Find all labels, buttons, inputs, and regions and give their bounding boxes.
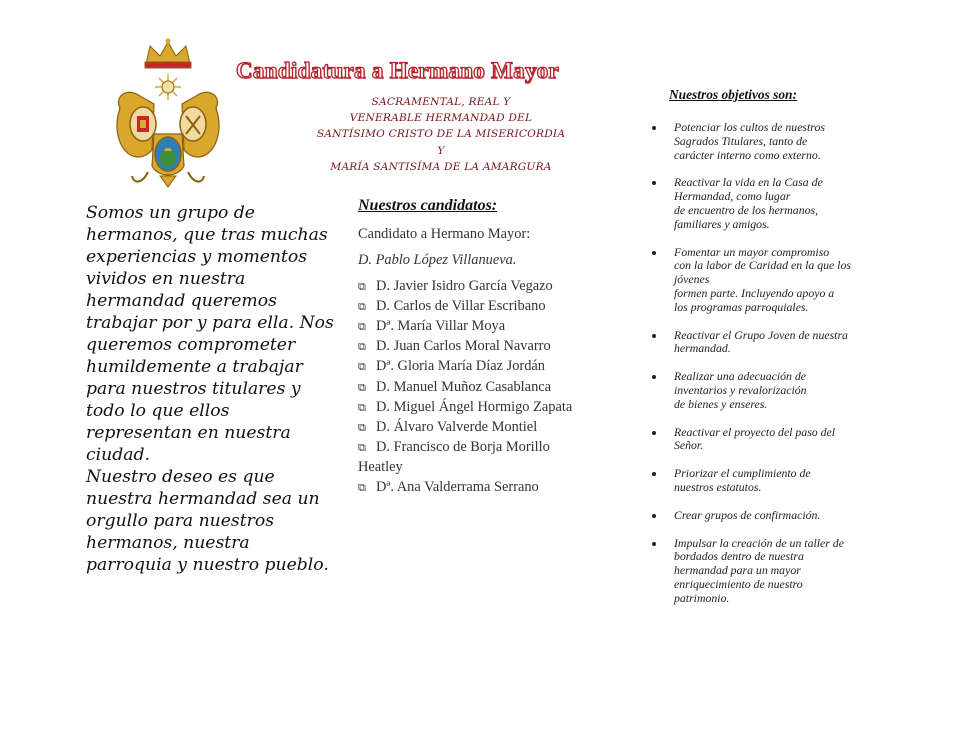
- book-link-icon: ⧉: [358, 361, 366, 374]
- candidate-name: D. Miguel Ángel Hormigo Zapata: [376, 398, 573, 415]
- book-link-icon: ⧉: [358, 401, 366, 414]
- candidate-item: [358, 378, 580, 398]
- subtitle-line: SANTÍSIMO CRISTO DE LA MISERICORDIA: [316, 128, 566, 141]
- candidate-list: [358, 277, 580, 498]
- book-link-icon: ⧉: [358, 481, 366, 494]
- objective-item: [648, 329, 876, 357]
- candidate-name: D. Francisco de Borja Morillo Heatley: [358, 439, 550, 476]
- candidate-name: Dª. Ana Valderrama Serrano: [376, 478, 539, 495]
- objective-item: [648, 426, 876, 454]
- candidate-name: Dª. María Villar Moya: [376, 318, 506, 335]
- candidate-name: D. Juan Carlos Moral Navarro: [376, 338, 551, 355]
- candidate-item: [358, 317, 580, 337]
- candidate-president: D. Pablo López Villanueva.: [358, 252, 517, 269]
- bullet-dot-icon: [652, 431, 656, 435]
- objective-text: Reactivar la vida en la Casa de Hermandad, como lugar de encuentro de los hermanos, familiares y amigos.: [674, 175, 823, 231]
- objective-text: Reactivar el Grupo Joven de nuestra hermandad.: [674, 327, 848, 356]
- candidate-name: D. Manuel Muñoz Casablanca: [376, 378, 552, 395]
- objective-item: [648, 176, 876, 231]
- objectives-list: [648, 121, 876, 606]
- bullet-dot-icon: [652, 334, 656, 338]
- subtitle-line: VENERABLE HERMANDAD DEL: [349, 112, 533, 125]
- candidate-item: [358, 438, 580, 477]
- intro-paragraph: Nuestro deseo es que nuestra hermandad sea un orgullo para nuestros hermanos, nuestra parroquia y nuestro pueblo.: [86, 467, 329, 575]
- book-link-icon: ⧉: [358, 280, 366, 293]
- objective-text: Crear grupos de confirmación.: [674, 507, 821, 522]
- page-title: Candidatura a Hermano Mayor: [236, 58, 560, 83]
- objective-item: [648, 370, 876, 411]
- candidate-item: [358, 357, 580, 377]
- book-link-icon: ⧉: [358, 321, 366, 334]
- candidate-item: [358, 418, 580, 438]
- book-link-icon: ⧉: [358, 422, 366, 435]
- bullet-dot-icon: [652, 542, 656, 546]
- objective-text: Impulsar la creación de un taller de bordados dentro de nuestra hermandad para un mayor enriquecimiento de nuestro patrimonio.: [674, 535, 844, 605]
- candidate-name: D. Javier Isidro García Vegazo: [376, 277, 553, 294]
- bullet-dot-icon: [652, 375, 656, 379]
- candidate-item: [358, 337, 580, 357]
- bullet-dot-icon: [652, 126, 656, 130]
- bullet-dot-icon: [652, 181, 656, 185]
- objectives-section: [648, 87, 876, 620]
- candidate-item: [358, 277, 580, 297]
- book-link-icon: ⧉: [358, 300, 366, 313]
- book-link-icon: ⧉: [358, 442, 366, 455]
- objective-item: [648, 246, 876, 315]
- subtitle-line: Y: [437, 144, 445, 157]
- hermandad-crest-logo: [112, 38, 224, 188]
- candidate-item: [358, 297, 580, 317]
- intro-paragraph: Somos un grupo de hermanos, que tras muchas experiencias y momentos vividos en nuestra hermandad queremos trabajar por y para ella. Nos queremos comprometer humildemente a trabajar para nuestros titulares y todo lo que ellos representan en nuestra ciudad.: [86, 203, 334, 465]
- intro-text: [86, 202, 338, 576]
- objective-text: Realizar una adecuación de inventarios y revalorización de bienes y enseres.: [674, 369, 807, 411]
- candidate-name: Dª. Gloria María Díaz Jordán: [376, 358, 546, 375]
- bullet-dot-icon: [652, 472, 656, 476]
- bullet-dot-icon: [652, 251, 656, 255]
- subtitle-line: SACRAMENTAL, REAL Y: [371, 96, 511, 108]
- crest-icon: [112, 38, 224, 188]
- objective-item: [648, 121, 876, 162]
- candidate-name: D. Álvaro Valverde Montiel: [376, 419, 538, 436]
- brotherhood-name: [296, 94, 586, 175]
- bullet-dot-icon: [652, 514, 656, 518]
- candidates-heading: Nuestros candidatos:: [358, 197, 498, 214]
- role-label: Candidato a Hermano Mayor:: [358, 226, 531, 243]
- candidate-item: [358, 478, 580, 498]
- objectives-heading: Nuestros objetivos son:: [669, 87, 797, 102]
- candidate-item: [358, 398, 580, 418]
- objective-text: Priorizar el cumplimiento de nuestros estatutos.: [674, 466, 811, 494]
- objective-text: Potenciar los cultos de nuestros Sagrados Titulares, tanto de carácter interno como externo.: [674, 120, 825, 162]
- book-link-icon: ⧉: [358, 381, 366, 394]
- candidate-name: D. Carlos de Villar Escribano: [376, 297, 546, 314]
- objective-item: [648, 509, 876, 523]
- objective-text: Reactivar el proyecto del paso del Señor.: [674, 424, 836, 453]
- subtitle-line: MARÍA SANTISÍMA DE LA AMARGURA: [330, 160, 552, 173]
- objective-item: [648, 467, 876, 495]
- candidates-section: [358, 196, 580, 498]
- book-link-icon: ⧉: [358, 341, 366, 354]
- objective-item: [648, 537, 876, 606]
- objective-text: Fomentar un mayor compromiso con la labor de Caridad en la que los jóvenes formen parte. Incluyendo apoyo a los programas parroquiales.: [674, 244, 851, 314]
